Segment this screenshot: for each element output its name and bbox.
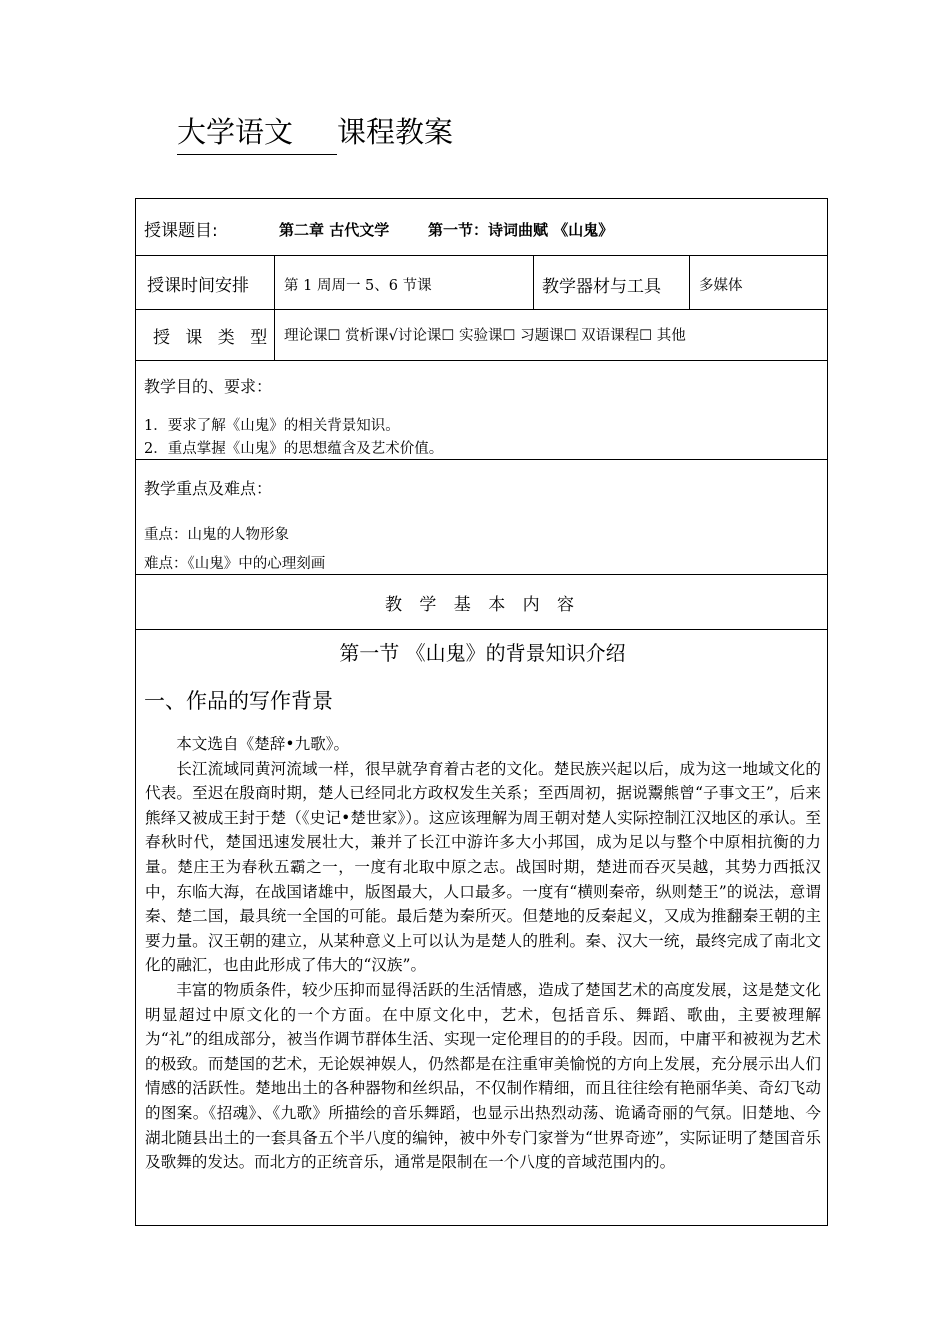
column-divider xyxy=(274,255,275,360)
row-divider xyxy=(136,309,827,310)
goal-item: 1．要求了解《山鬼》的相关背景知识。 xyxy=(144,418,400,434)
time-label: 授课时间安排 xyxy=(147,276,249,296)
body-text xyxy=(145,732,821,1175)
document-title xyxy=(177,110,477,158)
row-divider xyxy=(136,629,827,630)
section-title: 第一节 《山鬼》的背景知识介绍 xyxy=(339,641,626,665)
content-heading: 教 学 基 本 内 容 xyxy=(384,595,581,615)
column-divider xyxy=(533,255,534,309)
paragraph: 长江流域同黄河流域一样，很早就孕育着古老的文化。楚民族兴起以后，成为这一地域文化的代表。至迟在殷商时期，楚人已经同北方政权发生关系；至西周初，据说鬻熊曾“子事文王”，后来熊绎又被成王封于楚（《史记•楚世家》）。这应该理解为周王朝对楚人实际控制江汉地区的承认。至春秋时代，楚国迅速发展壮大，兼并了长江中游许多大小邦国，成为足以与整个中原相抗衡的力量。楚庄王为春秋五霸之一，一度有北取中原之志。战国时期，楚进而吞灭吴越，其势力西抵汉中，东临大海，在战国诸雄中，版图最大，人口最多。一度有“横则秦帝，纵则楚王”的说法，意谓秦、楚二国，最具统一全国的可能。最后楚为秦所灭。但楚地的反秦起义，又成为推翻秦王朝的主要力量。汉王朝的建立，从某种意义上可以认为是楚人的胜利。秦、汉大一统，最终完成了南北文化的融汇，也由此形成了伟大的“汉族”。 xyxy=(145,759,821,975)
difficulty-point: 难点：《山鬼》中的心理刻画 xyxy=(144,556,326,572)
time-value: 第 1 周周一 5、6 节课 xyxy=(284,278,432,294)
key-points-heading: 教学重点及难点： xyxy=(144,479,273,498)
course-name-underline xyxy=(177,154,337,155)
course-name: 大学语文 xyxy=(177,115,294,149)
row-divider xyxy=(136,255,827,256)
focus-point: 重点：山鬼的人物形象 xyxy=(144,527,289,543)
goals-heading: 教学目的、要求： xyxy=(144,377,273,396)
topic-chapter: 第二章 古代文学 xyxy=(279,221,390,239)
row-divider xyxy=(136,459,827,460)
type-label: 授 课 类 型 xyxy=(153,328,273,348)
row-divider xyxy=(136,574,827,575)
topic-section: 第一节：诗词曲赋 《山鬼》 xyxy=(428,221,614,239)
tools-value: 多媒体 xyxy=(699,278,743,294)
subheading: 一、作品的写作背景 xyxy=(144,689,333,713)
tools-label: 教学器材与工具 xyxy=(542,277,661,297)
paragraph: 丰富的物质条件，较少压抑而显得活跃的生活情感，造成了楚国艺术的高度发展，这是楚文化明显超过中原文化的一个方面。在中原文化中，艺术，包括音乐、舞蹈、歌曲，主要被理解为“礼”的组成部分，被当作调节群体生活、实现一定伦理目的的手段。因而，中庸平和被视为艺术的极致。而楚国的艺术，无论娱神娱人，仍然都是在注重审美愉悦的方向上发展，充分展示出人们情感的活跃性。楚地出土的各种器物和丝织品，不仅制作精细，而且往往绘有艳丽华美、奇幻飞动的图案。《招魂》、《九歌》所描绘的音乐舞蹈，也显示出热烈动荡、诡谲奇丽的气氛。旧楚地、今湖北随县出土的一套具备五个半八度的编钟，被中外专门家誉为“世界奇迹”，实际证明了楚国音乐及歌舞的发达。而北方的正统音乐，通常是限制在一个八度的音域范围内的。 xyxy=(145,980,821,1172)
lesson-plan-table xyxy=(135,198,828,1226)
goal-item: 2．重点掌握《山鬼》的思想蕴含及艺术价值。 xyxy=(144,441,444,457)
plan-title: 课程教案 xyxy=(337,115,454,149)
type-value: 理论课☐ 赏析课√讨论课☐ 实验课☐ 习题课☐ 双语课程☐ 其他 xyxy=(284,328,686,344)
topic-label: 授课题目: xyxy=(144,221,218,241)
row-divider xyxy=(136,360,827,361)
column-divider xyxy=(689,255,690,309)
paragraph: 本文选自《楚辞•九歌》。 xyxy=(176,735,350,753)
